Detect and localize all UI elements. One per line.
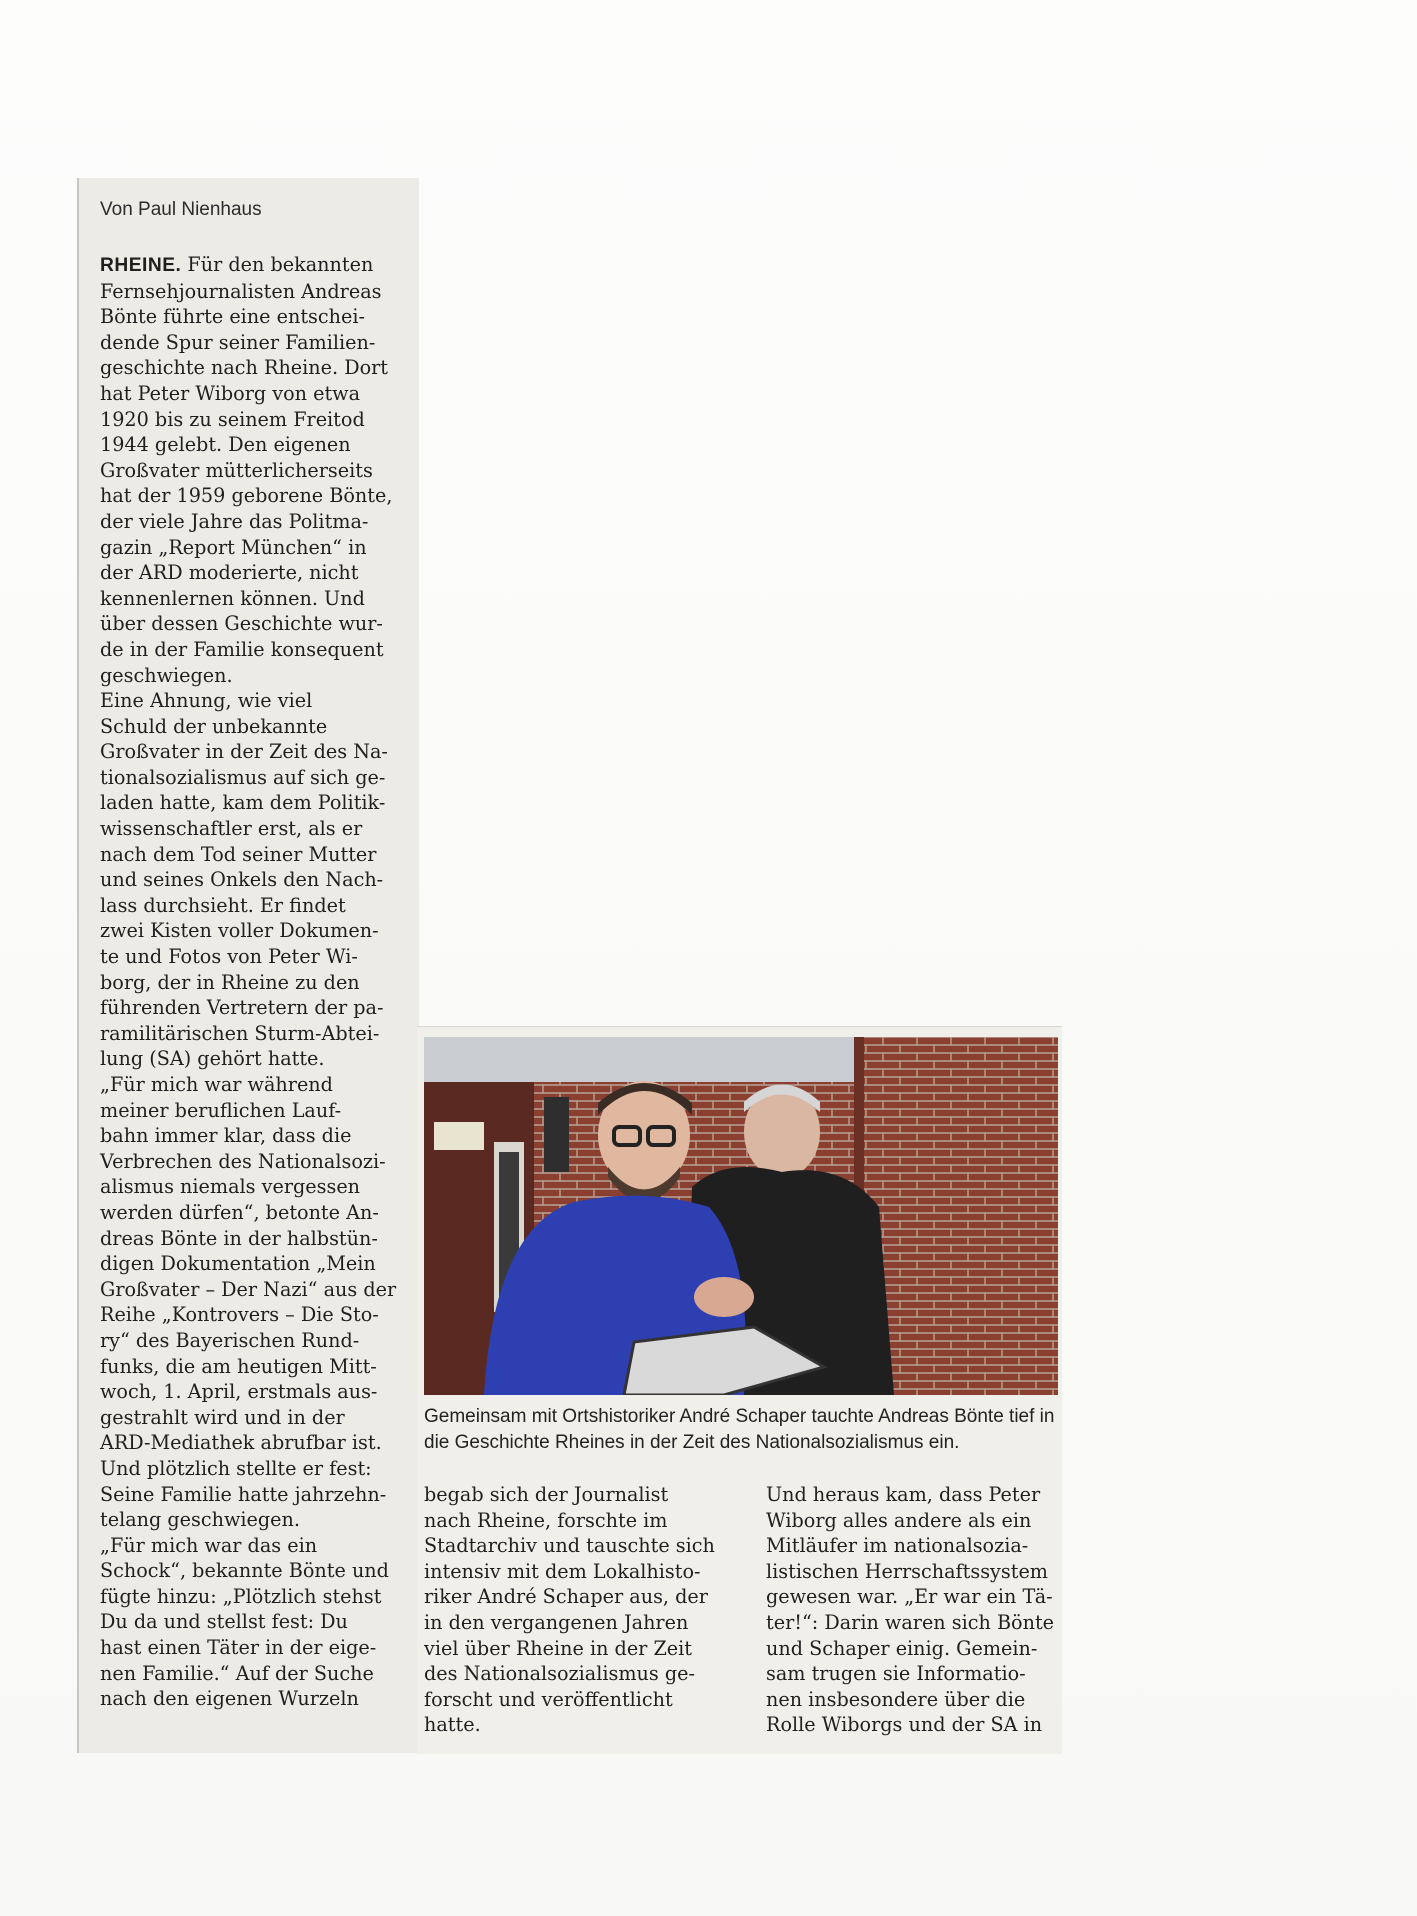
article-column-2: begab sich der Journalist nach Rheine, forschte im Stadtarchiv und tauschte sich intensiv mit dem Lokalhisto- riker André Schaper aus, der in den vergangenen Jahren viel über Rheine in der Zeit des Nationalsozialismus ge- forscht und veröffentlicht hatte. — [424, 1483, 715, 1737]
shop-sign — [434, 1122, 484, 1150]
article-column-1 — [100, 252, 410, 1712]
article-column-3: Und heraus kam, dass Peter Wiborg alles andere als ein Mitläufer im nationalsozia- listischen Herrschaftssystem gewesen war. „Er war ein Tä- ter!“: Darin waren sich Bönte und Schaper einig. Gemein- sam trugen sie Informatio- nen insbesondere über die Rolle Wiborgs und der SA in — [766, 1483, 1055, 1737]
column-1-text: Für den bekannten Fernsehjournalisten Andreas Bönte führte eine entschei- dende Spur seiner Familien- geschichte nach Rheine. Dort hat Peter Wiborg von etwa 1920 bis zu seinem Freitod 1944 gelebt. Den eigenen Großvater mütterlicherseits hat der 1959 geborene Bönte, der viele Jahre das Politma- gazin „Report München“ in der ARD moderierte, nicht kennenlernen können. Und über dessen Geschichte wur- de in der Familie konsequent geschwiegen. Eine Ahnung, wie viel Schuld der unbekannte Großvater in der Zeit des Na- tionalsozialismus auf sich ge- laden hatte, kam dem Politik- wissenschaftler erst, als er nach dem Tod seiner Mutter und seines Onkels den Nach- lass durchsieht. Er findet zwei Kisten voller Dokumen- te und Fotos von Peter Wi- borg, der in Rheine zu den führenden Vertretern der pa- ramilitärischen Sturm-Abtei- lung (SA) gehört hatte. „Für mich war während meiner beruflichen Lauf- bahn immer klar, dass die Verbrechen des Nationalsozi- alismus niemals vergessen werden dürfen“, betonte An- dreas Bönte in der halbstün- digen Dokumentation „Mein Großvater – Der Nazi“ aus der Reihe „Kontrovers – Die Sto- ry“ des Bayerischen Rund- funks, die am heutigen Mitt- woch, 1. April, erstmals aus- gestrahlt wird und in der ARD-Mediathek abrufbar ist. Und plötzlich stellte er fest: Seine Familie hatte jahrzehn- telang geschwiegen. „Für mich war das ein Schock“, bekannte Bönte und fügte hinzu: „Plötzlich stehst Du da und stellst fest: Du hast einen Täter in der eige- nen Familie.“ Auf der Suche nach den eigenen Wurzeln — [100, 253, 397, 1711]
photo-illustration — [424, 1037, 1058, 1395]
hanging-sign — [544, 1097, 569, 1172]
dateline: RHEINE. — [100, 255, 182, 276]
byline: Von Paul Nienhaus — [100, 199, 262, 220]
photo-caption: Gemeinsam mit Ortshistoriker André Schaper tauchte Andreas Bönte tief in die Geschichte Rheines in der Zeit des Nationalsozialismus ein. — [424, 1406, 1055, 1453]
hand — [694, 1277, 754, 1317]
article-photo — [424, 1037, 1058, 1395]
brick-pillar — [864, 1037, 1058, 1395]
